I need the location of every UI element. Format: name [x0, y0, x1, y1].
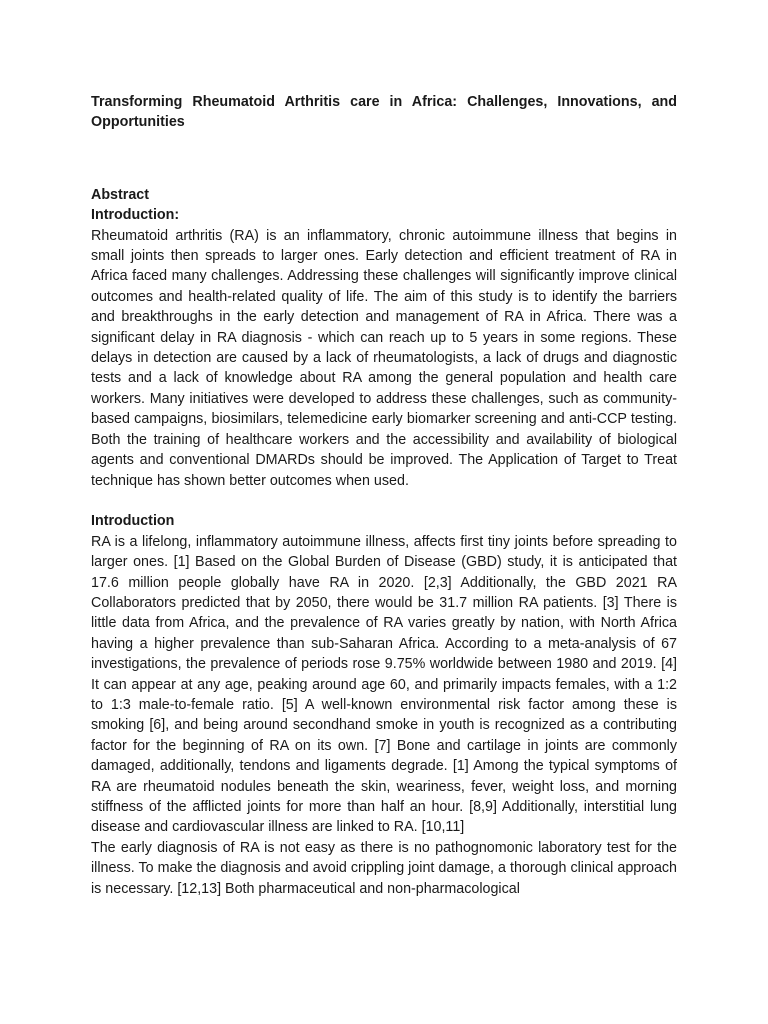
introduction-paragraph-2: The early diagnosis of RA is not easy as there is no pathognomonic laboratory test for the illness. To make the diagnosis and avoid crippling joint damage, a thorough clinical approach is necessary. [12,13] Both pharmaceutical and non-pharmacological — [91, 839, 677, 897]
introduction-heading: Introduction — [91, 513, 175, 530]
introduction-paragraph-1: RA is a lifelong, inflammatory autoimmune illness, affects first tiny joints before spreading to larger ones. [1] Based on the Global Burden of Disease (GBD) study, it is anticipated that 17.6 million people globally have RA in 2020. [2,3] Additionally, the GBD 2021 RA Collaborators predicted that by 2050, there would be 31.7 million RA patients. [3] There is little data from Africa, and the prevalence of RA varies greatly by nation, with North Africa having a higher prevalence than sub-Saharan Africa. According to a meta-analysis of 67 investigations, the prevalence of periods rose 9.75% worldwide between 1980 and 2019. [4] It can appear at any age, peaking around age 60, and primarily impacts females, with a 1:2 to 1:3 male-to-female ratio. [5] A well-known environmental risk factor among these is smoking [6], and being around secondhand smoke in youth is recognized as a contributing factor for the beginning of RA on its own. [7] Bone and cartilage in joints are commonly damaged, additionally, tendons and ligaments degrade. [1] Among the typical symptoms of RA are rheumatoid nodules beneath the skin, weariness, fever, weight loss, and morning stiffness of the afflicted joints for more than half an hour. [8,9] Additionally, interstitial lung disease and cardiovascular illness are linked to RA. [10,11] — [91, 533, 677, 836]
paper-title: Transforming Rheumatoid Arthritis care in Africa: Challenges, Innovations, and Opportunities — [91, 94, 677, 131]
document-page — [91, 92, 677, 899]
abstract-text: Rheumatoid arthritis (RA) is an inflammatory, chronic autoimmune illness that begins in small joints then spreads to larger ones. Early detection and efficient treatment of RA in Africa faced many challenges. Addressing these challenges will significantly improve clinical outcomes and health-related quality of life. The aim of this study is to identify the barriers and breakthroughs in the early detection and management of RA in Africa. There was a significant delay in RA diagnosis - which can reach up to 5 years in some regions. These delays in detection are caused by a lack of rheumatologists, a lack of drugs and diagnostic tests and a lack of knowledge about RA among the general population and health care workers. Many initiatives were developed to address these challenges, such as community-based campaigns, biosimilars, telemedicine early biomarker screening and anti-CCP testing. Both the training of healthcare workers and the accessibility and availability of biological agents and conventional DMARDs should be improved. The Application of Target to Treat technique has shown better outcomes when used. — [91, 227, 677, 489]
abstract-introduction-subheading: Introduction: — [91, 207, 180, 224]
abstract-heading: Abstract — [91, 186, 149, 203]
